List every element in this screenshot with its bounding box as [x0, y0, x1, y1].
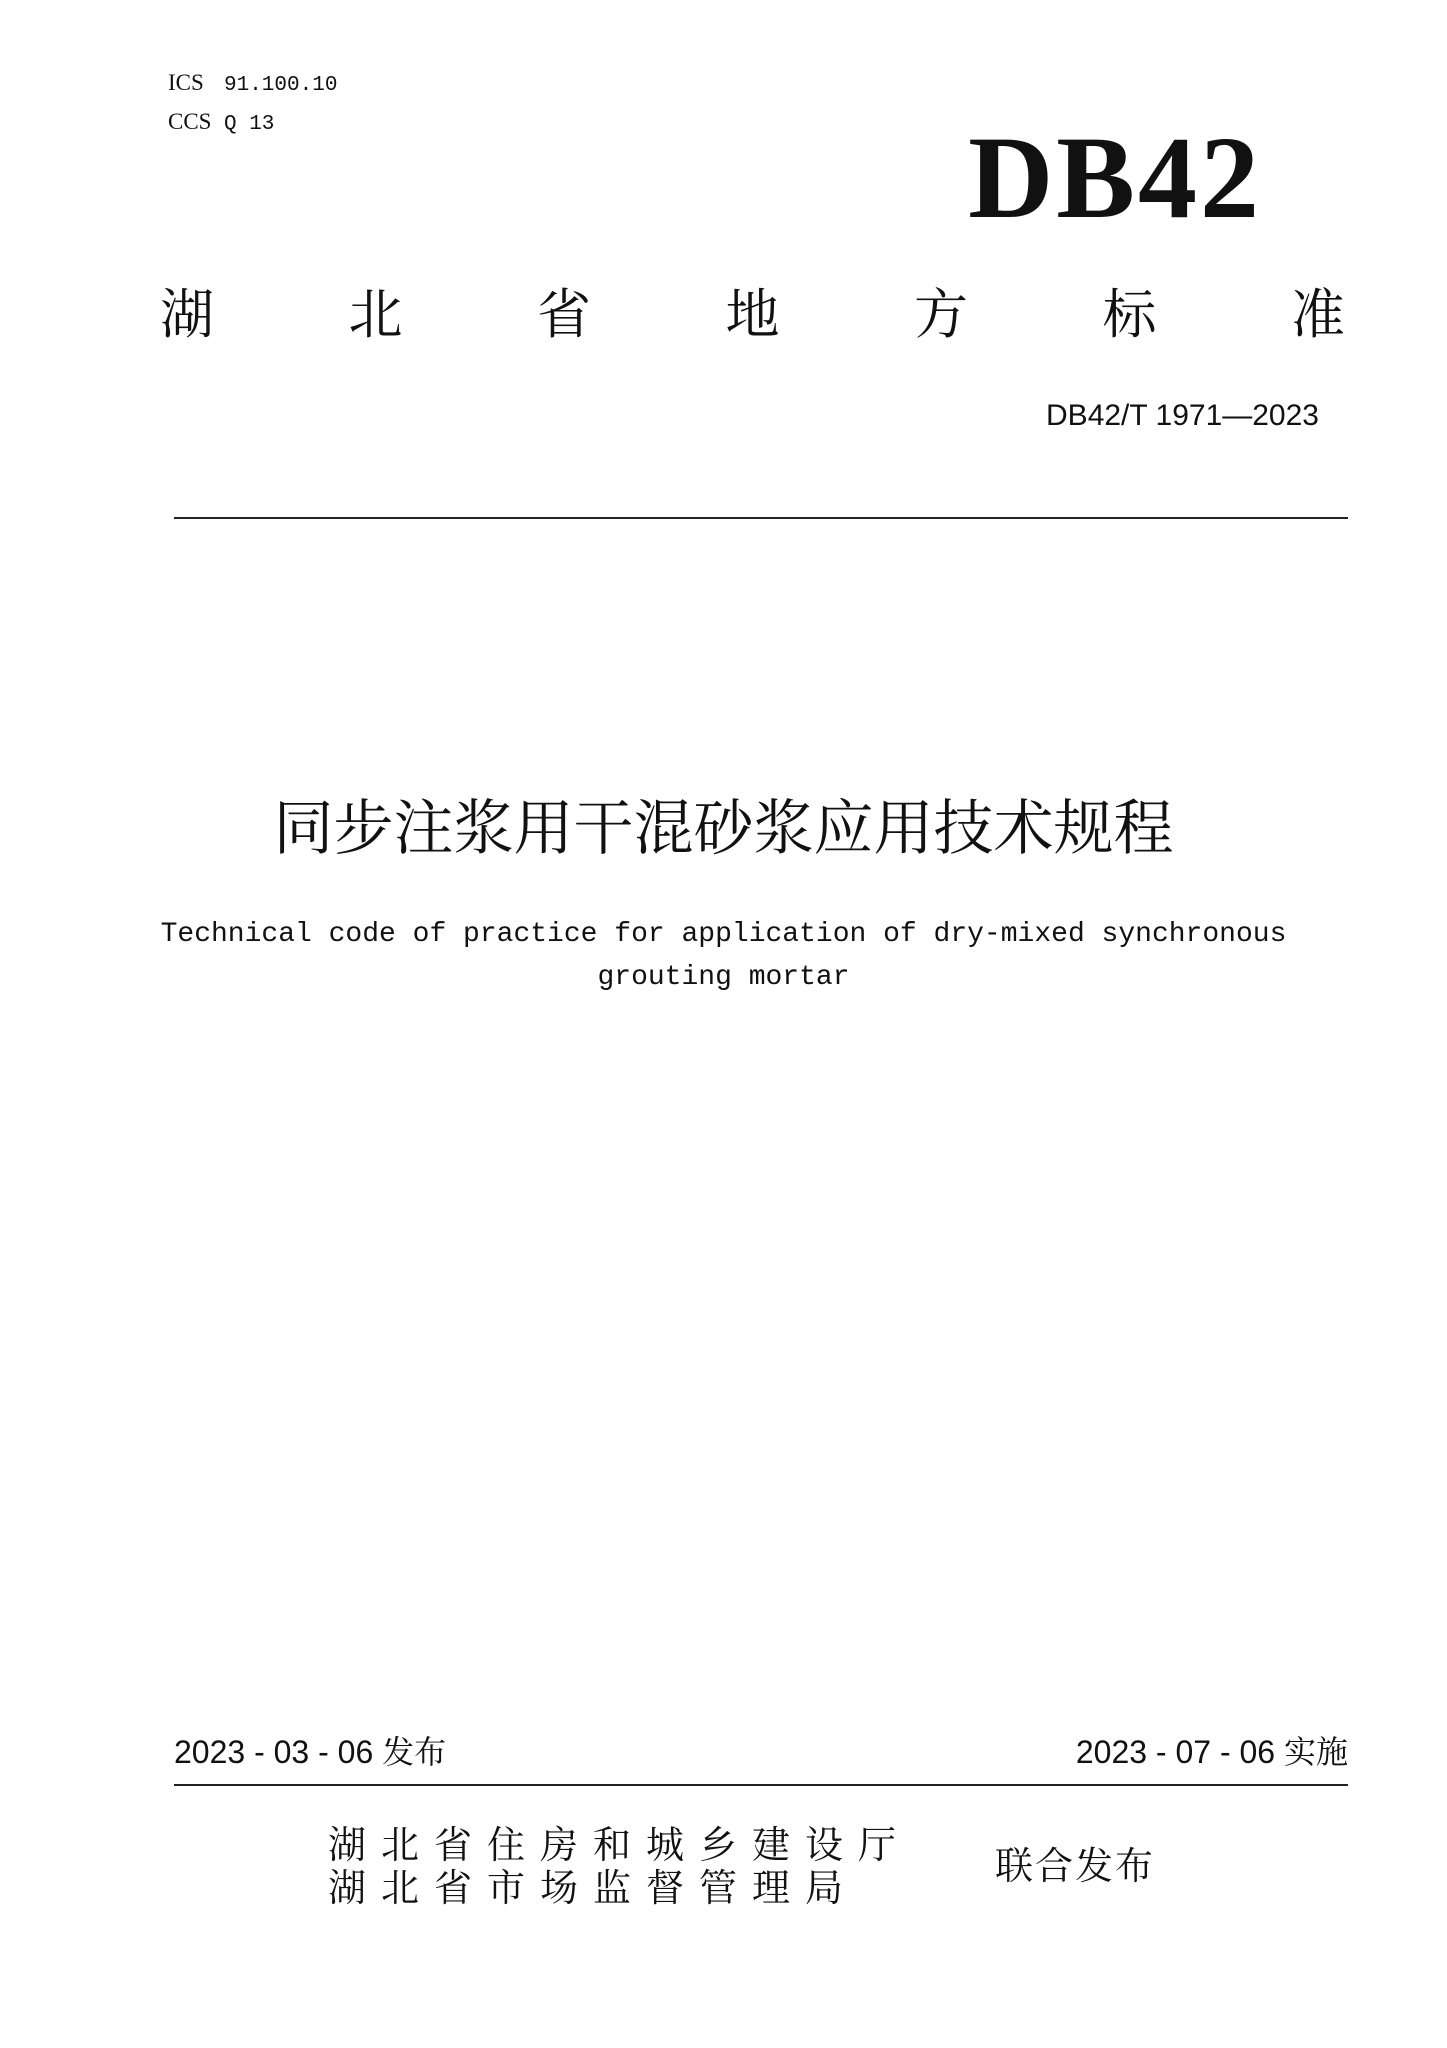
issuer-name: 湖北省市场监督管理局	[328, 1866, 859, 1910]
standard-type-char: 准	[1291, 283, 1345, 346]
ccs-label: CCS	[168, 109, 212, 134]
ics-value: 91.100.10	[224, 74, 338, 97]
standard-number: DB42/T 1971—2023	[1046, 399, 1319, 432]
standard-type-char: 省	[537, 283, 591, 346]
ics-classification	[168, 68, 337, 101]
issuer-name: 湖北省住房和城乡建设厅	[328, 1823, 912, 1867]
document-title-english-line2: grouting mortar	[597, 962, 850, 993]
ccs-classification	[168, 107, 274, 140]
standard-type-char: 标	[1102, 283, 1157, 346]
issue-date: 2023 - 03 - 06 发布	[174, 1734, 447, 1770]
ics-label: ICS	[168, 70, 204, 95]
document-title-english-line1: Technical code of practice for application of dry-mixed synchronous	[160, 919, 1287, 950]
implementation-date: 2023 - 07 - 06 实施	[1075, 1734, 1348, 1770]
header-divider	[174, 517, 1348, 519]
standard-type-char: 北	[348, 283, 403, 346]
standard-type-char: 地	[725, 283, 780, 346]
standard-type-heading	[160, 283, 1345, 347]
standard-type-char: 湖	[160, 283, 214, 346]
ccs-value: Q 13	[224, 113, 275, 136]
footer-divider	[174, 1784, 1348, 1786]
standard-code: DB42	[968, 112, 1262, 243]
standard-type-char: 方	[914, 283, 968, 346]
document-title-chinese: 同步注浆用干混砂浆应用技术规程	[273, 794, 1174, 864]
joint-issue-note: 联合发布	[995, 1844, 1156, 1888]
